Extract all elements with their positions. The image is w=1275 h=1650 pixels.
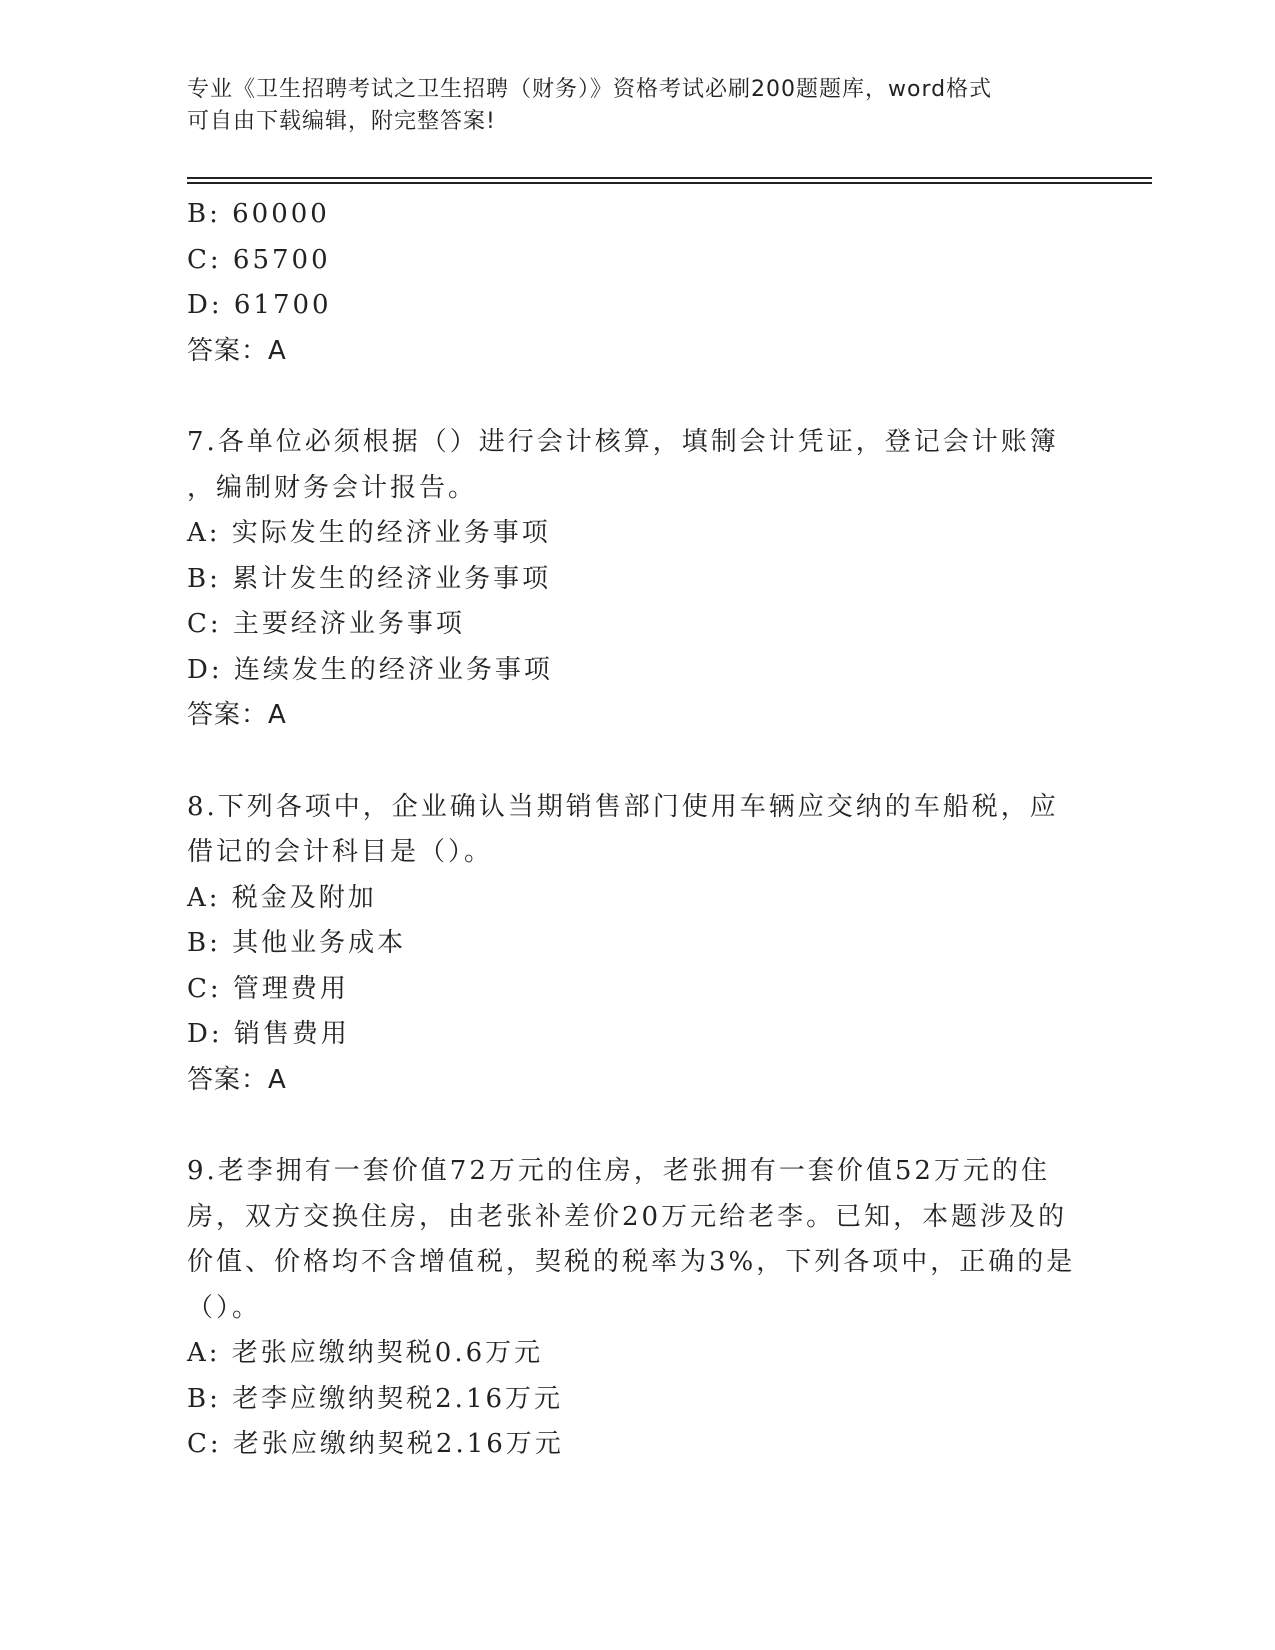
option-a: A: 老张应缴纳契税0.6万元 <box>187 1338 544 1368</box>
answer-line: 答案：A <box>187 1064 287 1095</box>
option-b: B: 老李应缴纳契税2.16万元 <box>187 1383 564 1414</box>
question-9-text: 9.老李拥有一套价值72万元的住房，老张拥有一套价值52万元的住 <box>187 1156 1050 1186</box>
document-header <box>187 74 1067 138</box>
header-divider-top <box>187 177 1152 179</box>
option-d: D: 连续发生的经济业务事项 <box>187 654 553 685</box>
question-9-text: （）。 <box>187 1292 262 1323</box>
question-8-text: 借记的会计科目是（）。 <box>187 837 494 867</box>
option-b: B: 其他业务成本 <box>187 928 407 958</box>
option-c: C: 管理费用 <box>187 973 349 1004</box>
option-d: D: 61700 <box>187 290 332 320</box>
option-b: B: 60000 <box>187 199 330 229</box>
question-spacer <box>187 374 1087 420</box>
option-a: A: 税金及附加 <box>187 882 377 913</box>
question-8-text: 8.下列各项中，企业确认当期销售部门使用车辆应交纳的车船税，应 <box>187 791 1059 822</box>
question-7-text: 7.各单位必须根据（）进行会计核算，填制会计凭证，登记会计账簿 <box>187 427 1059 457</box>
answer-line: 答案：A <box>187 335 287 366</box>
option-b: B: 累计发生的经济业务事项 <box>187 563 552 594</box>
option-a: A: 实际发生的经济业务事项 <box>187 518 551 548</box>
answer-line: 答案：A <box>187 700 287 730</box>
option-c: C: 65700 <box>187 244 331 275</box>
question-spacer <box>187 739 1087 785</box>
question-9-text: 房，双方交换住房，由老张补差价20万元给老李。已知，本题涉及的 <box>187 1201 1068 1232</box>
question-7-text: ，编制财务会计报告。 <box>187 472 478 503</box>
header-divider-bottom <box>187 182 1152 184</box>
question-content <box>187 192 1087 1468</box>
header-line-2: 可自由下载编辑，附完整答案! <box>187 109 496 134</box>
option-c: C: 主要经济业务事项 <box>187 609 465 639</box>
question-spacer <box>187 1103 1087 1149</box>
option-d: D: 销售费用 <box>187 1019 350 1049</box>
header-line-1: 专业《卫生招聘考试之卫生招聘（财务）》资格考试必刷200题题库，word格式 <box>187 77 993 102</box>
question-9-text: 价值、价格均不含增值税，契税的税率为3%，下列各项中，正确的是 <box>187 1247 1076 1277</box>
option-c: C: 老张应缴纳契税2.16万元 <box>187 1429 564 1459</box>
